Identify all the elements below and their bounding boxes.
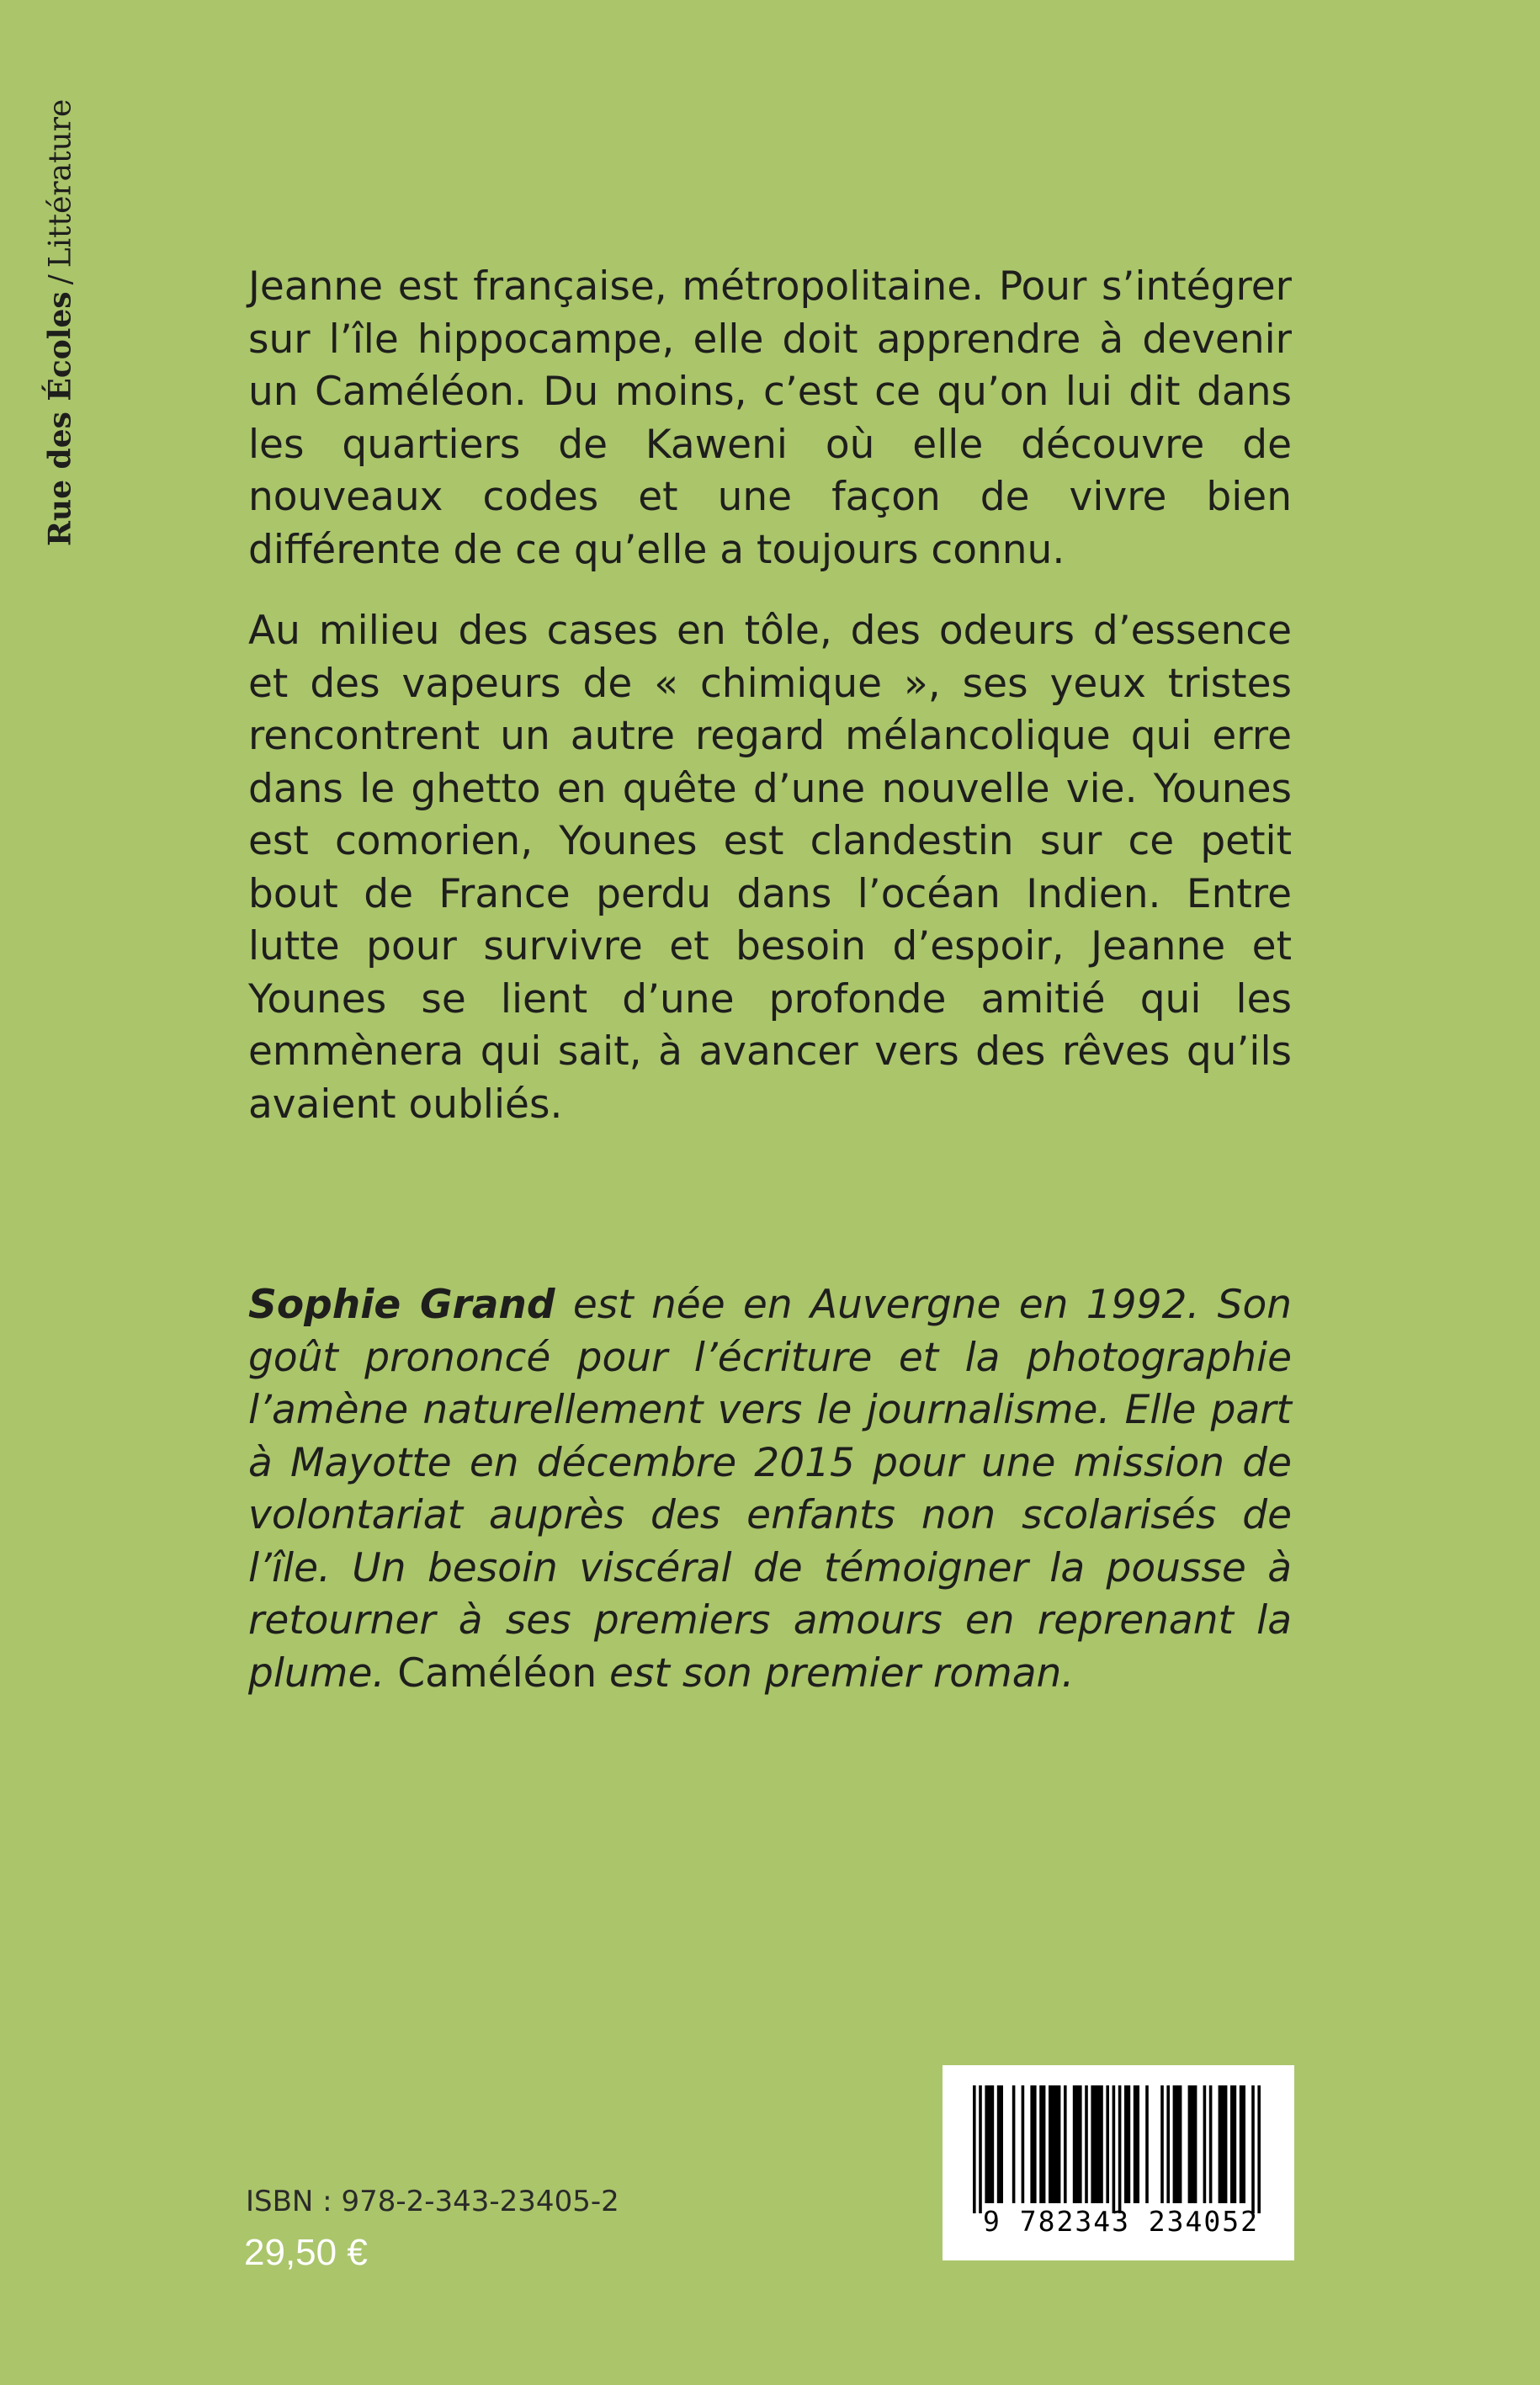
genre-name: Littérature — [43, 98, 78, 268]
barcode-bar — [1030, 2085, 1036, 2203]
synopsis-paragraph-2: Au milieu des cases en tôle, des odeurs d’essence et des vapeurs de « chimique », ses yeux tristes rencontrent un autre regard mélancolique qui erre dans le ghetto en quête d’une nouvelle vie. Younes est comorien, Younes est clandestin sur ce petit bout de France perdu dans l’océan Indien. Entre lutte pour survivre et besoin d’espoir, Jeanne et Younes se lient d’une profonde amitié qui les emmènera qui sait, à avancer vers des rêves qu’ils avaient oubliés. — [248, 608, 1292, 1128]
author-name: Sophie Grand — [248, 1282, 555, 1328]
barcode-bar — [1219, 2085, 1228, 2203]
barcode-bar — [1124, 2085, 1130, 2203]
barcode-bar — [1073, 2085, 1082, 2203]
barcode-bar — [973, 2085, 976, 2213]
barcode-bar — [1118, 2085, 1122, 2213]
synopsis — [248, 261, 1292, 1160]
barcode-bar — [1251, 2085, 1255, 2213]
barcode-bar — [1091, 2085, 1102, 2203]
barcode-bar — [1039, 2085, 1045, 2203]
barcode-bar — [1049, 2085, 1060, 2203]
barcode-bar — [1188, 2085, 1197, 2203]
barcode-bar — [1230, 2085, 1236, 2203]
barcode-bar — [1209, 2085, 1213, 2203]
author-bio — [248, 1279, 1292, 1700]
collection-name: Rue des Écoles — [42, 291, 78, 546]
book-title: Caméléon — [397, 1649, 597, 1697]
spine-text — [44, 99, 78, 546]
barcode-bar — [1022, 2085, 1025, 2203]
barcode-bar — [1106, 2085, 1109, 2203]
barcode-bar — [979, 2085, 982, 2213]
barcode-bar — [997, 2085, 1003, 2203]
barcode-bar — [1240, 2085, 1245, 2203]
barcode-bar — [1160, 2085, 1164, 2203]
spine-label — [44, 93, 77, 581]
isbn: ISBN : 978-2-343-23405-2 — [246, 2185, 619, 2218]
barcode-bar — [1113, 2085, 1116, 2213]
bio-text-2: est son premier roman. — [597, 1649, 1075, 1697]
barcode-number: 9 782343 234052 — [983, 2205, 1260, 2238]
price: 29,50 € — [244, 2232, 368, 2273]
barcode-bar — [1064, 2085, 1067, 2203]
barcode — [943, 2065, 1294, 2260]
barcode-bar — [1203, 2085, 1207, 2203]
barcode-bar — [1257, 2085, 1261, 2213]
barcode-bar — [1134, 2085, 1139, 2203]
barcode-bar — [1085, 2085, 1088, 2203]
barcode-bar — [1173, 2085, 1182, 2203]
barcode-bar — [985, 2085, 994, 2203]
bio-text-1: est née en Auvergne en 1992. Son goût prononcé pour l’écriture et la photographie l’amène naturellement vers le journalisme. Elle part à Mayotte en décembre 2015 pour une mission de volontariat auprès des enfants non scolarisés de l’île. Un besoin viscéral de témoigner la pousse à retourner à ses premiers amours en reprenant la plume. — [248, 1282, 1293, 1697]
barcode-bar — [1145, 2085, 1149, 2203]
spine-separator: / — [43, 274, 78, 285]
barcode-bar — [1012, 2085, 1016, 2203]
synopsis-paragraph-1: Jeanne est française, métropolitaine. Pour s’intégrer sur l’île hippocampe, elle doit apprendre à devenir un Caméléon. Du moins, c’est ce qu’on lui dit dans les quartiers de Kaweni où elle découvre de nouveaux codes et une façon de vivre bien différente de ce qu’elle a toujours connu. — [248, 263, 1292, 573]
barcode-bar — [1166, 2085, 1170, 2203]
